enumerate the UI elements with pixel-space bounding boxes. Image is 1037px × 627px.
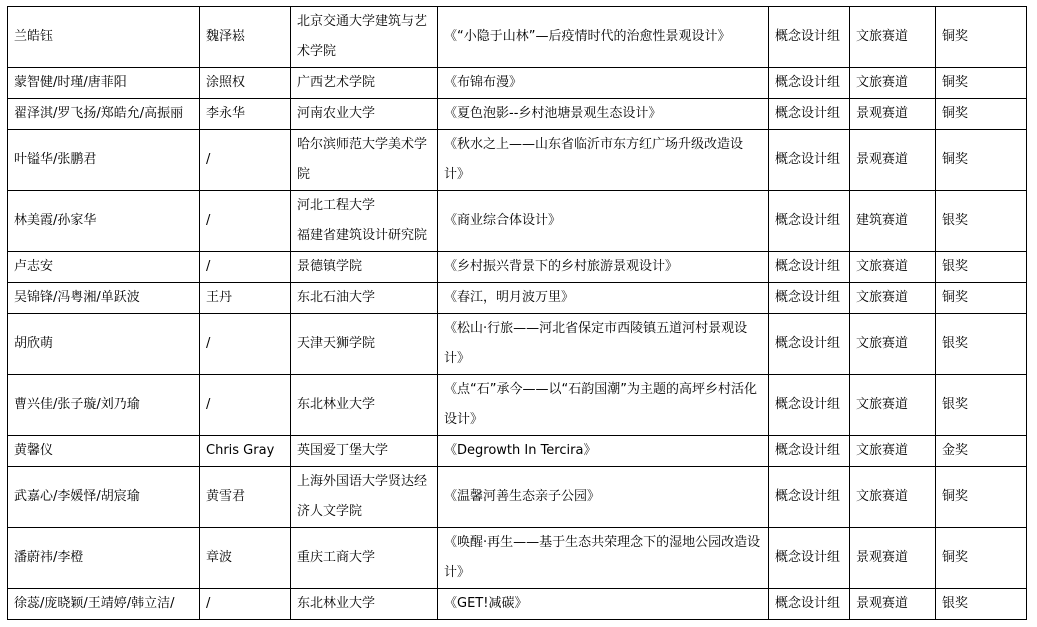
advisor-cell: 王丹 [200, 283, 291, 314]
award-cell: 银奖 [936, 314, 1027, 375]
track-cell: 文旅赛道 [850, 436, 936, 467]
school-cell: 东北林业大学 [291, 589, 438, 620]
track-cell: 景观赛道 [850, 589, 936, 620]
table-row [8, 467, 1027, 528]
advisor-cell: / [200, 314, 291, 375]
group-cell: 概念设计组 [769, 375, 850, 436]
table-row [8, 252, 1027, 283]
title-cell: 《Degrowth In Tercira》 [438, 436, 769, 467]
track-cell: 景观赛道 [850, 528, 936, 589]
advisor-cell: 李永华 [200, 99, 291, 130]
title-cell: 《松山·行旅——河北省保定市西陵镇五道河村景观设计》 [438, 314, 769, 375]
table-row [8, 7, 1027, 68]
award-cell: 铜奖 [936, 283, 1027, 314]
title-cell: 《温馨河善生态亲子公园》 [438, 467, 769, 528]
track-cell: 建筑赛道 [850, 191, 936, 252]
title-cell: 《点“石”承今——以“石韵国潮”为主题的高坪乡村活化设计》 [438, 375, 769, 436]
group-cell: 概念设计组 [769, 7, 850, 68]
group-cell: 概念设计组 [769, 68, 850, 99]
authors-cell: 蒙智健/时瑾/唐菲阳 [8, 68, 200, 99]
school-cell: 上海外国语大学贤达经济人文学院 [291, 467, 438, 528]
school-cell: 河北工程大学 福建省建筑设计研究院 [291, 191, 438, 252]
title-cell: 《唤醒·再生——基于生态共荣理念下的湿地公园改造设计》 [438, 528, 769, 589]
authors-cell: 潘蔚祎/李橙 [8, 528, 200, 589]
advisor-cell: / [200, 589, 291, 620]
track-cell: 文旅赛道 [850, 467, 936, 528]
table-row [8, 283, 1027, 314]
table-row [8, 99, 1027, 130]
group-cell: 概念设计组 [769, 130, 850, 191]
school-cell: 东北林业大学 [291, 375, 438, 436]
group-cell: 概念设计组 [769, 314, 850, 375]
award-cell: 银奖 [936, 375, 1027, 436]
group-cell: 概念设计组 [769, 436, 850, 467]
advisor-cell: Chris Gray [200, 436, 291, 467]
authors-cell: 武嘉心/李媛怿/胡宸瑜 [8, 467, 200, 528]
authors-cell: 翟泽淇/罗飞扬/郑皓允/高振丽 [8, 99, 200, 130]
school-cell: 北京交通大学建筑与艺术学院 [291, 7, 438, 68]
title-cell: 《乡村振兴背景下的乡村旅游景观设计》 [438, 252, 769, 283]
award-cell: 铜奖 [936, 99, 1027, 130]
advisor-cell: / [200, 375, 291, 436]
track-cell: 文旅赛道 [850, 7, 936, 68]
track-cell: 文旅赛道 [850, 375, 936, 436]
authors-cell: 黄馨仪 [8, 436, 200, 467]
authors-cell: 徐蕊/庞晓颖/王靖婷/韩立洁/ [8, 589, 200, 620]
table-row [8, 130, 1027, 191]
title-cell: 《布锦布漫》 [438, 68, 769, 99]
title-cell: 《春江，明月波万里》 [438, 283, 769, 314]
school-cell: 河南农业大学 [291, 99, 438, 130]
title-cell: 《GET!减碳》 [438, 589, 769, 620]
authors-cell: 叶镒华/张鹏君 [8, 130, 200, 191]
title-cell: 《“小隐于山林”—后疫情时代的治愈性景观设计》 [438, 7, 769, 68]
advisor-cell: / [200, 130, 291, 191]
group-cell: 概念设计组 [769, 467, 850, 528]
authors-cell: 胡欣萌 [8, 314, 200, 375]
awards-table [7, 6, 1027, 620]
award-cell: 铜奖 [936, 130, 1027, 191]
advisor-cell: 章波 [200, 528, 291, 589]
advisor-cell: / [200, 191, 291, 252]
school-cell: 英国爱丁堡大学 [291, 436, 438, 467]
advisor-cell: / [200, 252, 291, 283]
track-cell: 文旅赛道 [850, 314, 936, 375]
track-cell: 景观赛道 [850, 99, 936, 130]
track-cell: 文旅赛道 [850, 283, 936, 314]
track-cell: 文旅赛道 [850, 252, 936, 283]
award-cell: 铜奖 [936, 7, 1027, 68]
table-row [8, 191, 1027, 252]
authors-cell: 吴锦锋/冯粤湘/单跃波 [8, 283, 200, 314]
title-cell: 《商业综合体设计》 [438, 191, 769, 252]
track-cell: 文旅赛道 [850, 68, 936, 99]
award-cell: 银奖 [936, 191, 1027, 252]
award-cell: 金奖 [936, 436, 1027, 467]
table-row [8, 589, 1027, 620]
school-cell: 天津天狮学院 [291, 314, 438, 375]
authors-cell: 兰皓钰 [8, 7, 200, 68]
authors-cell: 曹兴佳/张子璇/刘乃瑜 [8, 375, 200, 436]
authors-cell: 林美霞/孙家华 [8, 191, 200, 252]
group-cell: 概念设计组 [769, 589, 850, 620]
group-cell: 概念设计组 [769, 252, 850, 283]
school-cell: 重庆工商大学 [291, 528, 438, 589]
award-cell: 铜奖 [936, 467, 1027, 528]
title-cell: 《夏色泡影--乡村池塘景观生态设计》 [438, 99, 769, 130]
advisor-cell: 魏泽崧 [200, 7, 291, 68]
table-row [8, 528, 1027, 589]
award-cell: 铜奖 [936, 68, 1027, 99]
group-cell: 概念设计组 [769, 191, 850, 252]
group-cell: 概念设计组 [769, 283, 850, 314]
table-row [8, 68, 1027, 99]
school-cell: 东北石油大学 [291, 283, 438, 314]
award-cell: 银奖 [936, 589, 1027, 620]
authors-cell: 卢志安 [8, 252, 200, 283]
track-cell: 景观赛道 [850, 130, 936, 191]
school-cell: 广西艺术学院 [291, 68, 438, 99]
advisor-cell: 黄雪君 [200, 467, 291, 528]
title-cell: 《秋水之上——山东省临沂市东方红广场升级改造设计》 [438, 130, 769, 191]
advisor-cell: 涂照权 [200, 68, 291, 99]
table-row [8, 314, 1027, 375]
group-cell: 概念设计组 [769, 528, 850, 589]
award-cell: 银奖 [936, 252, 1027, 283]
table-row [8, 436, 1027, 467]
award-cell: 铜奖 [936, 528, 1027, 589]
school-cell: 景德镇学院 [291, 252, 438, 283]
school-cell: 哈尔滨师范大学美术学院 [291, 130, 438, 191]
group-cell: 概念设计组 [769, 99, 850, 130]
table-row [8, 375, 1027, 436]
